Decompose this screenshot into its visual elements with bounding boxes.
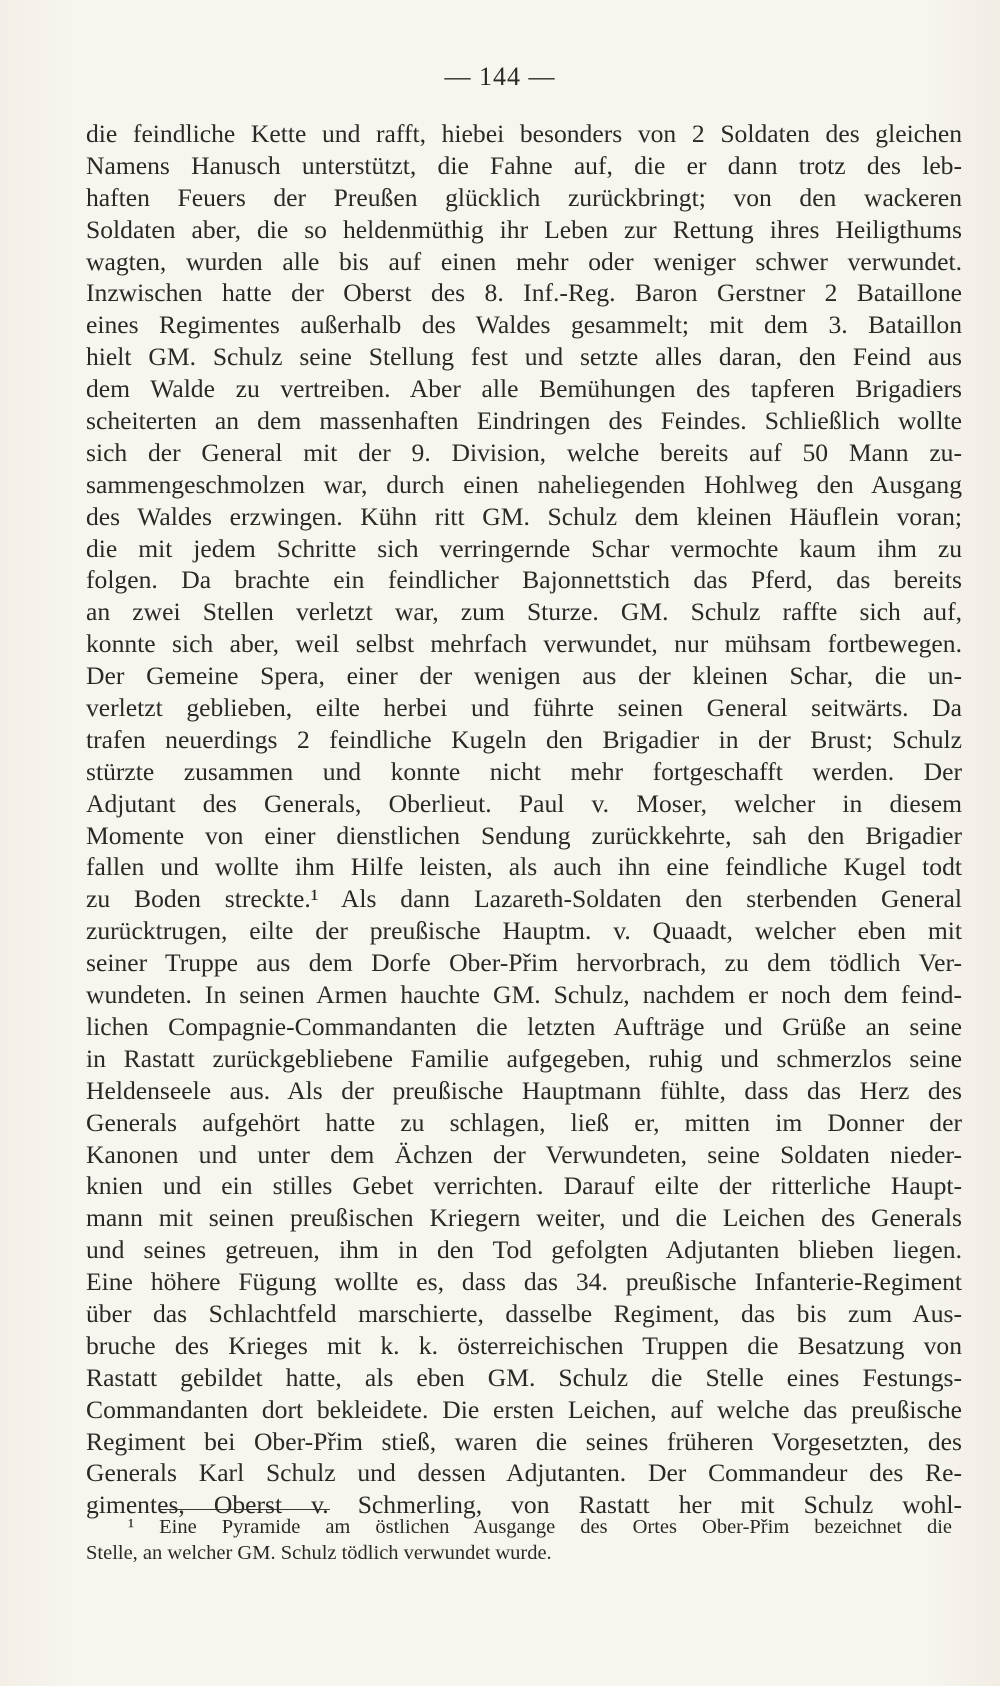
text-line: Momente von einer dienstlichen Sendung zurückkehrte, sah den Brigadier bbox=[86, 820, 962, 850]
text-line: Kanonen und unter dem Ächzen der Verwundeten, seine Soldaten nieder- bbox=[86, 1139, 962, 1169]
text-line: eines Regimentes außerhalb des Waldes gesammelt; mit dem 3. Bataillon bbox=[86, 310, 962, 340]
footnote-line: ¹ Eine Pyramide am östlichen Ausgange des Ortes Ober-Přim bezeichnet die bbox=[128, 1516, 952, 1538]
text-line: Adjutant des Generals, Oberlieut. Paul v. Moser, welcher in diesem bbox=[86, 788, 962, 818]
text-line: trafen neuerdings 2 feindliche Kugeln den Brigadier in der Brust; Schulz bbox=[86, 724, 962, 754]
text-line: Regiment bei Ober-Přim stieß, waren die seines früheren Vorgesetzten, des bbox=[86, 1426, 962, 1456]
text-line: die feindliche Kette und rafft, hiebei besonders von 2 Soldaten des gleichen bbox=[86, 119, 962, 148]
text-line: verletzt geblieben, eilte herbei und führte seinen General seitwärts. Da bbox=[86, 693, 962, 723]
footnote bbox=[86, 1514, 952, 1566]
text-line: konnte sich aber, weil selbst mehrfach verwundet, nur mühsam fortbewegen. bbox=[86, 629, 962, 659]
text-line: mann mit seinen preußischen Kriegern weiter, und die Leichen des Generals bbox=[86, 1203, 962, 1233]
text-line: dem Walde zu vertreiben. Aber alle Bemühungen des tapferen Brigadiers bbox=[86, 374, 962, 404]
text-line: stürzte zusammen und konnte nicht mehr fortgeschafft werden. Der bbox=[86, 756, 962, 786]
text-line: die mit jedem Schritte sich verringernde Schar vermochte kaum ihm zu bbox=[86, 533, 962, 563]
text-line: Namens Hanusch unterstützt, die Fahne auf, die er dann trotz des leb- bbox=[86, 150, 962, 180]
text-line: folgen. Da brachte ein feindlicher Bajonnettstich das Pferd, das bereits bbox=[86, 565, 962, 595]
text-line: hielt GM. Schulz seine Stellung fest und setzte alles daran, den Feind aus bbox=[86, 342, 962, 372]
text-line: wundeten. In seinen Armen hauchte GM. Schulz, nachdem er noch dem feind- bbox=[86, 980, 962, 1010]
body-text bbox=[86, 118, 962, 1521]
text-line: lichen Compagnie-Commandanten die letzten Aufträge und Grüße an seine bbox=[86, 1011, 962, 1041]
text-line: Der Gemeine Spera, einer der wenigen aus der kleinen Schar, die un- bbox=[86, 661, 962, 691]
text-line: Rastatt gebildet hatte, als eben GM. Schulz die Stelle eines Festungs- bbox=[86, 1362, 962, 1392]
text-line: zurücktrugen, eilte der preußische Hauptm. v. Quaadt, welcher eben mit bbox=[86, 916, 962, 946]
text-line: Soldaten aber, die so heldenmüthig ihr Leben zur Rettung ihres Heiligthums bbox=[86, 214, 962, 244]
text-line: knien und ein stilles Gebet verrichten. Darauf eilte der ritterliche Haupt- bbox=[86, 1171, 962, 1201]
text-line: gimentes, Oberst v. Schmerling, von Rastatt her mit Schulz wohl- bbox=[86, 1490, 962, 1520]
text-line: in Rastatt zurückgebliebene Familie aufgegeben, ruhig und schmerzlos seine bbox=[86, 1043, 962, 1073]
text-line: Generals aufgehört hatte zu schlagen, ließ er, mitten im Donner der bbox=[86, 1107, 962, 1137]
text-line: Commandanten dort bekleidete. Die ersten Leichen, auf welche das preußische bbox=[86, 1394, 962, 1424]
text-line: haften Feuers der Preußen glücklich zurückbringt; von den wackeren bbox=[86, 182, 962, 212]
text-line: Heldenseele aus. Als der preußische Hauptmann fühlte, dass das Herz des bbox=[86, 1075, 962, 1105]
footnote-line: Stelle, an welcher GM. Schulz tödlich verwundet wurde. bbox=[86, 1542, 552, 1564]
text-line: Eine höhere Fügung wollte es, dass das 34. preußische Infanterie-Regiment bbox=[86, 1267, 962, 1297]
text-line: seiner Truppe aus dem Dorfe Ober-Přim hervorbrach, zu dem tödlich Ver- bbox=[86, 948, 962, 978]
text-line: Inzwischen hatte der Oberst des 8. Inf.-Reg. Baron Gerstner 2 Bataillone bbox=[86, 278, 962, 308]
text-line: über das Schlachtfeld marschierte, dasselbe Regiment, das bis zum Aus- bbox=[86, 1298, 962, 1328]
text-line: fallen und wollte ihm Hilfe leisten, als auch ihn eine feindliche Kugel todt bbox=[86, 852, 962, 882]
text-line: Generals Karl Schulz und dessen Adjutanten. Der Commandeur des Re- bbox=[86, 1458, 962, 1488]
text-line: bruche des Krieges mit k. k. österreichischen Truppen die Besatzung von bbox=[86, 1330, 962, 1360]
text-line: sich der General mit der 9. Division, welche bereits auf 50 Mann zu- bbox=[86, 437, 962, 467]
text-line: wagten, wurden alle bis auf einen mehr oder weniger schwer verwundet. bbox=[86, 246, 962, 276]
text-line: des Waldes erzwingen. Kühn ritt GM. Schulz dem kleinen Häuflein voran; bbox=[86, 501, 962, 531]
text-line: an zwei Stellen verletzt war, zum Sturze. GM. Schulz raffte sich auf, bbox=[86, 597, 962, 627]
footnote-divider bbox=[160, 1509, 330, 1510]
text-line: zu Boden streckte.¹ Als dann Lazareth-Soldaten den sterbenden General bbox=[86, 884, 962, 914]
text-line: scheiterten an dem massenhaften Eindringen des Feindes. Schließlich wollte bbox=[86, 406, 962, 436]
text-line: sammengeschmolzen war, durch einen naheliegenden Hohlweg den Ausgang bbox=[86, 469, 962, 499]
page-number: — 144 — bbox=[444, 62, 556, 91]
text-line: und seines getreuen, ihm in den Tod gefolgten Adjutanten blieben liegen. bbox=[86, 1235, 962, 1265]
